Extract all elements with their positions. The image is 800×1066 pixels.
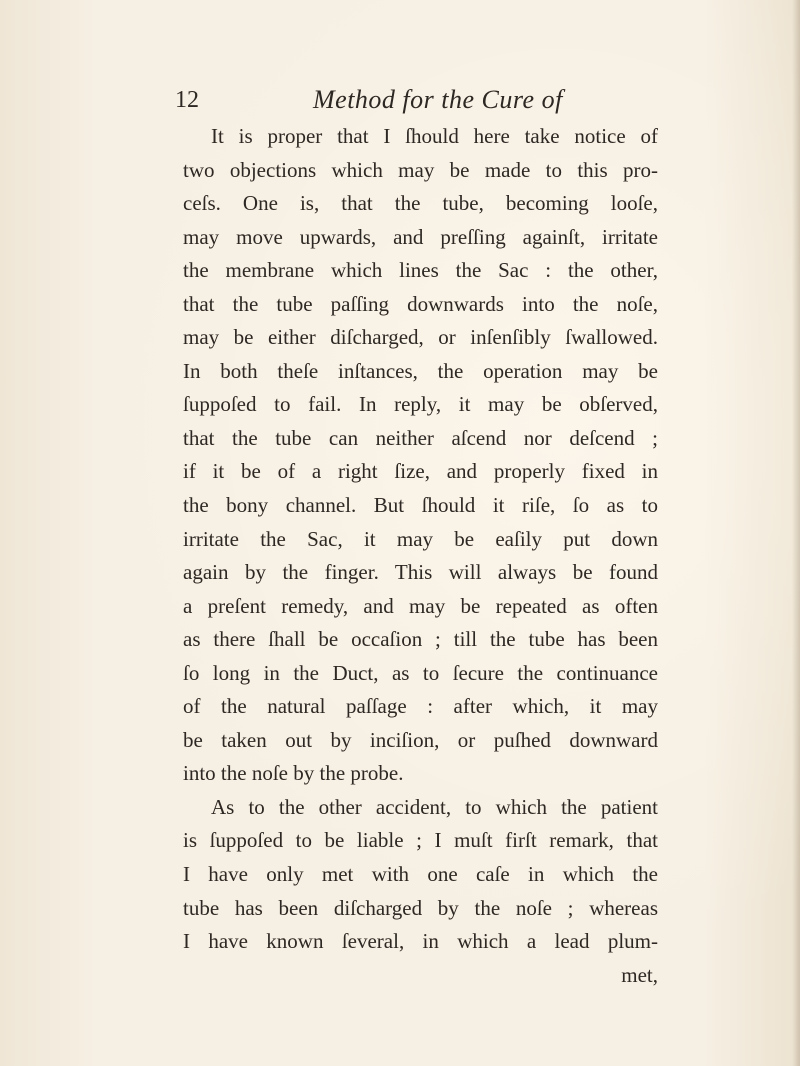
text-line: is ſuppoſed to be liable ; I muſt firſt remark, that	[183, 828, 658, 853]
running-title: Method for the Cure of	[313, 85, 563, 114]
text-line: of the natural paſſage : after which, it may	[183, 694, 658, 719]
body-text	[183, 120, 658, 992]
text-line: I have known ſeveral, in which a lead plum-	[183, 929, 658, 954]
text-line: a preſent remedy, and may be repeated as often	[183, 593, 658, 618]
text-line: I have only met with one caſe in which the	[183, 862, 658, 887]
text-line: ceſs. One is, that the tube, becoming looſe,	[183, 191, 658, 216]
text-line: ſuppoſed to fail. In reply, it may be obſerved,	[183, 392, 658, 417]
text-line: the bony channel. But ſhould it riſe, ſo as to	[183, 493, 658, 518]
page-number: 12	[175, 87, 199, 113]
text-line: two objections which may be made to this pro-	[183, 157, 658, 182]
text-line: that the tube can neither aſcend nor deſcend ;	[183, 425, 658, 450]
catchword: met,	[621, 962, 658, 987]
text-line: may be either diſcharged, or inſenſibly ſwallowed.	[183, 325, 658, 350]
text-line: may move upwards, and preſſing againſt, irritate	[183, 224, 658, 249]
text-line: tube has been diſcharged by the noſe ; whereas	[183, 895, 658, 920]
text-line: ſo long in the Duct, as to ſecure the continuance	[183, 660, 658, 685]
text-line: be taken out by inciſion, or puſhed downward	[183, 727, 658, 752]
text-line: In both theſe inſtances, the operation may be	[183, 358, 658, 383]
text-line: as there ſhall be occaſion ; till the tube has been	[183, 627, 658, 652]
text-line: into the noſe by the probe.	[183, 761, 404, 786]
text-line: As to the other accident, to which the patient	[211, 794, 658, 819]
text-line: again by the finger. This will always be found	[183, 560, 658, 585]
text-line: the membrane which lines the Sac : the other,	[183, 258, 658, 283]
page-edge-shadow	[792, 0, 800, 1066]
text-line: irritate the Sac, it may be eaſily put down	[183, 526, 658, 551]
text-line: that the tube paſſing downwards into the noſe,	[183, 291, 658, 316]
running-head	[175, 80, 635, 120]
text-line: It is proper that I ſhould here take notice of	[211, 124, 658, 148]
text-line: if it be of a right ſize, and properly fixed in	[183, 459, 658, 484]
